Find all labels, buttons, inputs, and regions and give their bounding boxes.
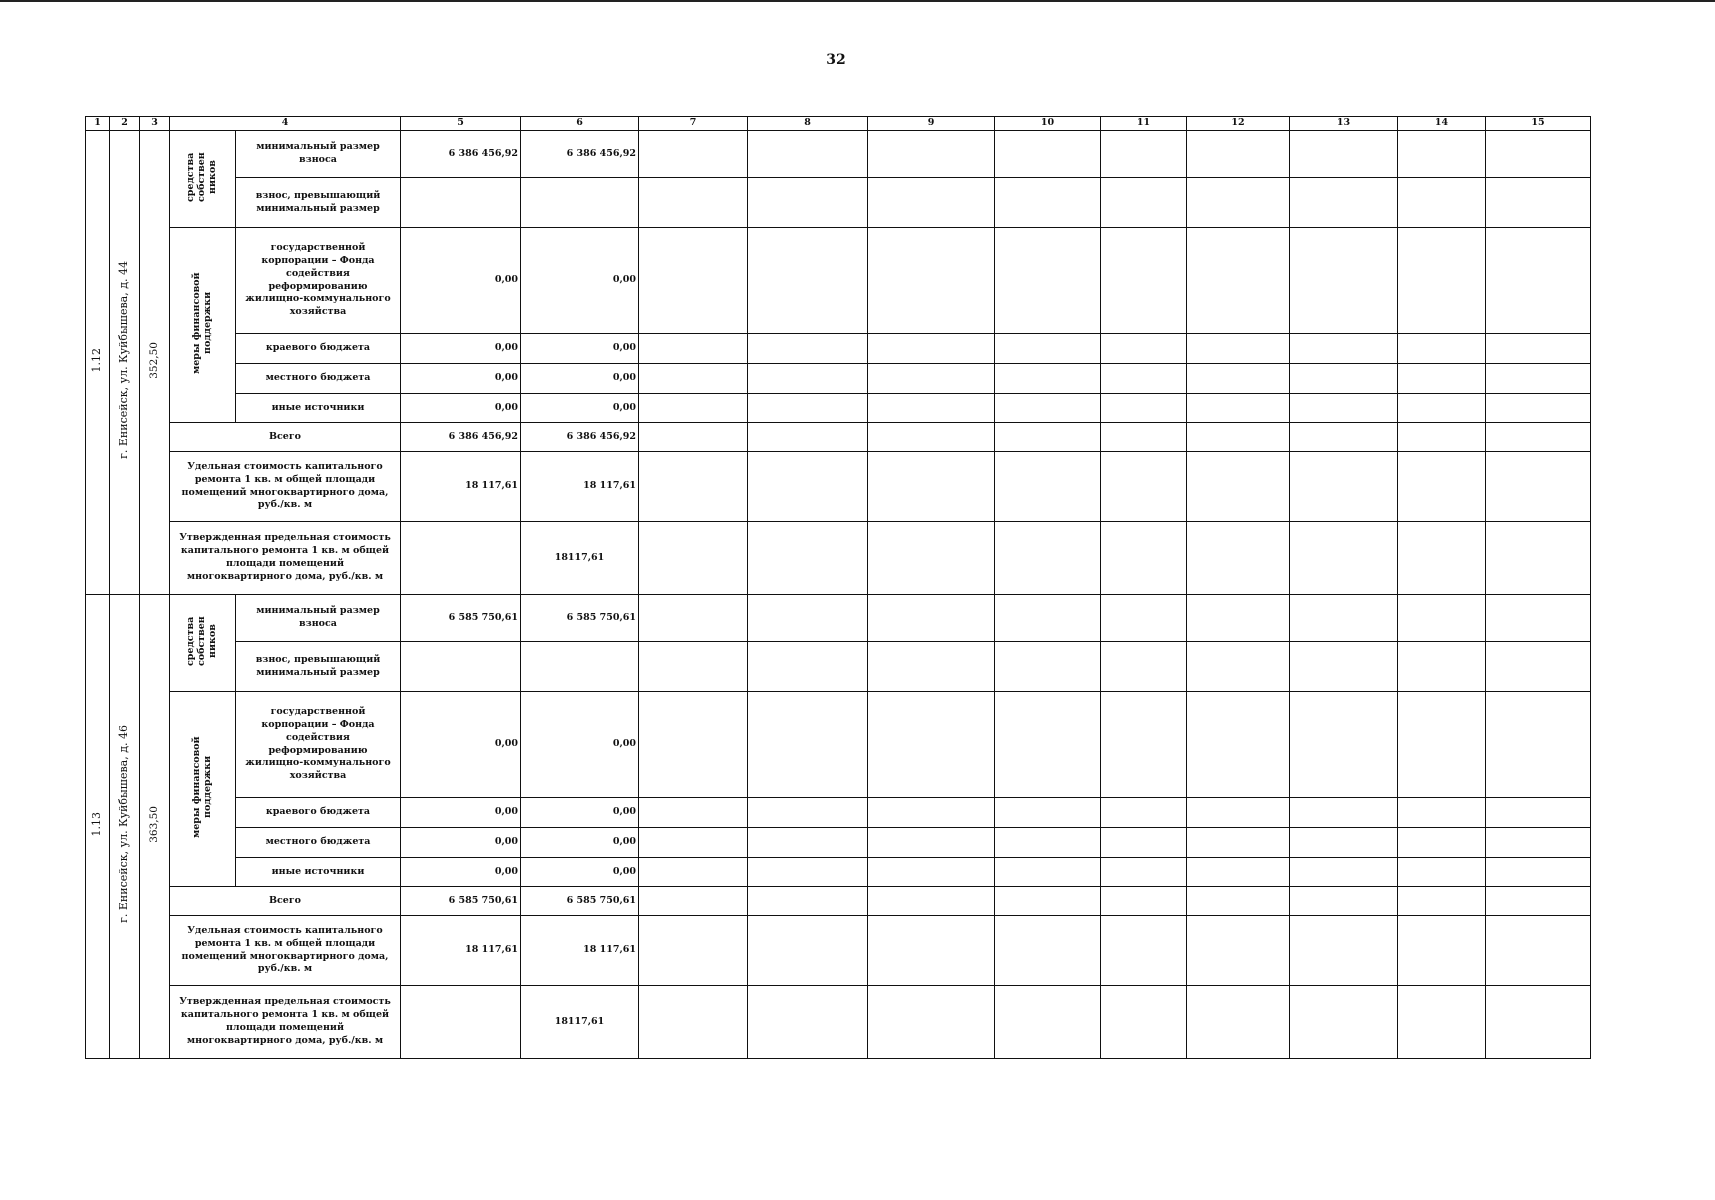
col6-value: 0,00 (521, 334, 639, 364)
empty-cell (1290, 916, 1398, 986)
address-text: г. Енисейск, ул. Куйбышева, д. 46 (117, 725, 131, 924)
empty-cell (1101, 798, 1187, 828)
row-label: Всего (170, 887, 401, 916)
header-cell: 13 (1290, 117, 1398, 131)
table-row (86, 394, 1591, 423)
empty-cell (639, 692, 748, 798)
empty-cell (995, 642, 1101, 692)
col6-value: 18117,61 (521, 986, 639, 1059)
row-label: местного бюджета (236, 828, 401, 858)
row-label: Всего (170, 423, 401, 452)
col5-value: 6 386 456,92 (401, 423, 521, 452)
row-label: иные источники (236, 858, 401, 887)
empty-cell (1290, 595, 1398, 642)
capital-repair-table (85, 116, 1591, 1059)
table-row (86, 131, 1591, 178)
empty-cell (1187, 178, 1290, 228)
empty-cell (1486, 692, 1591, 798)
empty-cell (868, 364, 995, 394)
header-cell: 6 (521, 117, 639, 131)
header-cell: 5 (401, 117, 521, 131)
item-number (86, 595, 110, 1059)
col6-value (521, 178, 639, 228)
empty-cell (995, 131, 1101, 178)
header-cell: 11 (1101, 117, 1187, 131)
empty-cell (1486, 364, 1591, 394)
col5-value: 18 117,61 (401, 916, 521, 986)
empty-cell (1101, 916, 1187, 986)
empty-cell (995, 452, 1101, 522)
empty-cell (1290, 394, 1398, 423)
empty-cell (1101, 642, 1187, 692)
empty-cell (748, 423, 868, 452)
empty-cell (1398, 522, 1486, 595)
row-label: краевого бюджета (236, 334, 401, 364)
col5-value: 0,00 (401, 692, 521, 798)
table-row (86, 692, 1591, 798)
table-row (86, 595, 1591, 642)
empty-cell (1398, 423, 1486, 452)
header-cell: 3 (140, 117, 170, 131)
col6-value: 0,00 (521, 228, 639, 334)
empty-cell (1101, 452, 1187, 522)
empty-cell (1187, 394, 1290, 423)
empty-cell (639, 452, 748, 522)
table-row (86, 364, 1591, 394)
row-label: местного бюджета (236, 364, 401, 394)
table-row (86, 522, 1591, 595)
owners-funds-group-text: средства собствен ников (185, 151, 218, 202)
empty-cell (1290, 228, 1398, 334)
empty-cell (1398, 798, 1486, 828)
empty-cell (1187, 522, 1290, 595)
col5-value (401, 642, 521, 692)
empty-cell (748, 828, 868, 858)
table-row (86, 642, 1591, 692)
empty-cell (639, 828, 748, 858)
financial-support-group-text: меры финансовой поддержки (190, 735, 213, 838)
empty-cell (995, 798, 1101, 828)
empty-cell (868, 394, 995, 423)
table-row (86, 452, 1591, 522)
empty-cell (1187, 364, 1290, 394)
owners-funds-group (170, 131, 236, 228)
table-row (86, 916, 1591, 986)
empty-cell (1398, 642, 1486, 692)
empty-cell (639, 131, 748, 178)
empty-cell (748, 522, 868, 595)
empty-cell (1486, 131, 1591, 178)
empty-cell (1486, 642, 1591, 692)
empty-cell (1486, 887, 1591, 916)
col5-value: 18 117,61 (401, 452, 521, 522)
col5-value: 0,00 (401, 858, 521, 887)
col5-value: 0,00 (401, 228, 521, 334)
empty-cell (1290, 887, 1398, 916)
empty-cell (1398, 452, 1486, 522)
empty-cell (1290, 858, 1398, 887)
col5-value: 6 585 750,61 (401, 595, 521, 642)
empty-cell (1398, 178, 1486, 228)
empty-cell (1101, 334, 1187, 364)
empty-cell (1187, 828, 1290, 858)
empty-cell (1486, 595, 1591, 642)
address-text: г. Енисейск, ул. Куйбышева, д. 44 (117, 261, 131, 460)
empty-cell (868, 334, 995, 364)
empty-cell (639, 423, 748, 452)
empty-cell (1290, 798, 1398, 828)
empty-cell (1290, 522, 1398, 595)
row-label: взнос, превышающий минимальный размер (236, 178, 401, 228)
col6-value: 0,00 (521, 798, 639, 828)
empty-cell (1398, 595, 1486, 642)
row-label: Утвержденная предельная стоимость капитального ремонта 1 кв. м общей площади помещений многоквартирного дома, руб./кв. м (170, 986, 401, 1059)
empty-cell (868, 595, 995, 642)
empty-cell (748, 334, 868, 364)
empty-cell (995, 692, 1101, 798)
empty-cell (995, 858, 1101, 887)
table-row (86, 887, 1591, 916)
empty-cell (1101, 692, 1187, 798)
empty-cell (748, 595, 868, 642)
empty-cell (1187, 131, 1290, 178)
header-cell: 7 (639, 117, 748, 131)
page-number: 32 (826, 52, 846, 68)
empty-cell (1486, 452, 1591, 522)
col6-value: 18 117,61 (521, 916, 639, 986)
empty-cell (1486, 522, 1591, 595)
area-text: 352,50 (148, 341, 161, 379)
owners-funds-group (170, 595, 236, 692)
empty-cell (639, 642, 748, 692)
empty-cell (995, 887, 1101, 916)
empty-cell (868, 522, 995, 595)
empty-cell (1290, 131, 1398, 178)
table-row (86, 858, 1591, 887)
empty-cell (1290, 364, 1398, 394)
col6-value: 6 386 456,92 (521, 423, 639, 452)
empty-cell (1187, 642, 1290, 692)
address (110, 131, 140, 595)
empty-cell (995, 986, 1101, 1059)
empty-cell (748, 178, 868, 228)
empty-cell (748, 986, 868, 1059)
empty-cell (639, 858, 748, 887)
empty-cell (1187, 986, 1290, 1059)
header-cell: 15 (1486, 117, 1591, 131)
empty-cell (1290, 642, 1398, 692)
empty-cell (639, 178, 748, 228)
empty-cell (1398, 916, 1486, 986)
empty-cell (748, 858, 868, 887)
table-row (86, 228, 1591, 334)
col6-value: 0,00 (521, 828, 639, 858)
col6-value: 0,00 (521, 692, 639, 798)
empty-cell (1398, 887, 1486, 916)
col5-value: 6 585 750,61 (401, 887, 521, 916)
empty-cell (1187, 334, 1290, 364)
empty-cell (1486, 423, 1591, 452)
empty-cell (1290, 178, 1398, 228)
empty-cell (1398, 828, 1486, 858)
item-number-text: 1.12 (90, 347, 104, 373)
empty-cell (748, 364, 868, 394)
area (140, 131, 170, 595)
header-cell: 4 (170, 117, 401, 131)
empty-cell (1486, 798, 1591, 828)
col6-value: 18117,61 (521, 522, 639, 595)
empty-cell (1101, 364, 1187, 394)
empty-cell (1187, 858, 1290, 887)
empty-cell (1486, 394, 1591, 423)
empty-cell (995, 394, 1101, 423)
empty-cell (868, 228, 995, 334)
empty-cell (639, 228, 748, 334)
col6-value: 18 117,61 (521, 452, 639, 522)
empty-cell (868, 916, 995, 986)
empty-cell (868, 131, 995, 178)
owners-funds-group-text: средства собствен ников (185, 615, 218, 666)
empty-cell (1290, 692, 1398, 798)
empty-cell (639, 986, 748, 1059)
col6-value: 6 386 456,92 (521, 131, 639, 178)
empty-cell (995, 228, 1101, 334)
empty-cell (868, 986, 995, 1059)
empty-cell (1101, 595, 1187, 642)
empty-cell (1290, 423, 1398, 452)
empty-cell (1187, 423, 1290, 452)
empty-cell (1187, 692, 1290, 798)
header-cell: 1 (86, 117, 110, 131)
col5-value (401, 522, 521, 595)
header-cell: 10 (995, 117, 1101, 131)
col5-value: 0,00 (401, 798, 521, 828)
empty-cell (1486, 986, 1591, 1059)
header-cell: 14 (1398, 117, 1486, 131)
row-label: минимальный размер взноса (236, 595, 401, 642)
table-row (86, 334, 1591, 364)
header-cell: 2 (110, 117, 140, 131)
table-row (86, 986, 1591, 1059)
empty-cell (1398, 228, 1486, 334)
row-label: Утвержденная предельная стоимость капитального ремонта 1 кв. м общей площади помещений многоквартирного дома, руб./кв. м (170, 522, 401, 595)
header-row (86, 117, 1591, 131)
area-text: 363,50 (148, 805, 161, 843)
empty-cell (1398, 394, 1486, 423)
empty-cell (1101, 131, 1187, 178)
financial-support-group-text: меры финансовой поддержки (190, 271, 213, 374)
row-label: иные источники (236, 394, 401, 423)
row-label: взнос, превышающий минимальный размер (236, 642, 401, 692)
col6-value (521, 642, 639, 692)
empty-cell (748, 916, 868, 986)
empty-cell (639, 364, 748, 394)
empty-cell (1290, 452, 1398, 522)
col5-value: 0,00 (401, 364, 521, 394)
col5-value: 6 386 456,92 (401, 131, 521, 178)
empty-cell (748, 131, 868, 178)
row-label: Удельная стоимость капитального ремонта 1 кв. м общей площади помещений многоквартирного дома, руб./кв. м (170, 452, 401, 522)
empty-cell (1486, 828, 1591, 858)
empty-cell (748, 798, 868, 828)
col5-value: 0,00 (401, 334, 521, 364)
empty-cell (639, 522, 748, 595)
empty-cell (1290, 334, 1398, 364)
col5-value (401, 178, 521, 228)
empty-cell (868, 178, 995, 228)
empty-cell (868, 798, 995, 828)
empty-cell (1187, 887, 1290, 916)
empty-cell (1187, 595, 1290, 642)
financial-support-group (170, 228, 236, 423)
empty-cell (1187, 228, 1290, 334)
header-cell: 8 (748, 117, 868, 131)
empty-cell (639, 595, 748, 642)
area (140, 595, 170, 1059)
table-row (86, 423, 1591, 452)
item-number (86, 131, 110, 595)
col6-value: 0,00 (521, 394, 639, 423)
empty-cell (1187, 916, 1290, 986)
empty-cell (995, 828, 1101, 858)
empty-cell (1486, 228, 1591, 334)
empty-cell (1101, 986, 1187, 1059)
empty-cell (748, 452, 868, 522)
col5-value: 0,00 (401, 394, 521, 423)
empty-cell (868, 642, 995, 692)
empty-cell (1101, 228, 1187, 334)
empty-cell (1486, 334, 1591, 364)
col6-value: 0,00 (521, 364, 639, 394)
empty-cell (1101, 858, 1187, 887)
empty-cell (1290, 986, 1398, 1059)
empty-cell (639, 798, 748, 828)
col6-value: 6 585 750,61 (521, 595, 639, 642)
empty-cell (1187, 798, 1290, 828)
empty-cell (868, 692, 995, 798)
empty-cell (639, 887, 748, 916)
header-cell: 12 (1187, 117, 1290, 131)
empty-cell (1101, 423, 1187, 452)
row-label: Удельная стоимость капитального ремонта 1 кв. м общей площади помещений многоквартирного дома, руб./кв. м (170, 916, 401, 986)
header-cell: 9 (868, 117, 995, 131)
empty-cell (748, 692, 868, 798)
empty-cell (1101, 522, 1187, 595)
empty-cell (1101, 178, 1187, 228)
empty-cell (1398, 692, 1486, 798)
top-border-line (0, 0, 1715, 2)
empty-cell (639, 334, 748, 364)
empty-cell (995, 916, 1101, 986)
empty-cell (995, 423, 1101, 452)
empty-cell (868, 452, 995, 522)
empty-cell (639, 916, 748, 986)
empty-cell (748, 228, 868, 334)
empty-cell (1398, 334, 1486, 364)
col5-value (401, 986, 521, 1059)
row-label: краевого бюджета (236, 798, 401, 828)
table-row (86, 828, 1591, 858)
empty-cell (1486, 178, 1591, 228)
empty-cell (1290, 828, 1398, 858)
table-row (86, 798, 1591, 828)
row-label: государственной корпорации – Фонда содействия реформированию жилищно-коммунального хозяйства (236, 692, 401, 798)
empty-cell (748, 887, 868, 916)
empty-cell (995, 334, 1101, 364)
empty-cell (1486, 916, 1591, 986)
empty-cell (995, 595, 1101, 642)
item-number-text: 1.13 (90, 811, 104, 837)
empty-cell (748, 642, 868, 692)
empty-cell (995, 178, 1101, 228)
col6-value: 6 585 750,61 (521, 887, 639, 916)
address (110, 595, 140, 1059)
col5-value: 0,00 (401, 828, 521, 858)
empty-cell (1187, 452, 1290, 522)
empty-cell (868, 858, 995, 887)
empty-cell (1398, 131, 1486, 178)
empty-cell (995, 522, 1101, 595)
row-label: государственной корпорации – Фонда содействия реформированию жилищно-коммунального хозяйства (236, 228, 401, 334)
empty-cell (1101, 828, 1187, 858)
empty-cell (868, 828, 995, 858)
table-row (86, 178, 1591, 228)
financial-support-group (170, 692, 236, 887)
empty-cell (639, 394, 748, 423)
empty-cell (995, 364, 1101, 394)
empty-cell (1101, 394, 1187, 423)
empty-cell (868, 423, 995, 452)
empty-cell (1398, 986, 1486, 1059)
row-label: минимальный размер взноса (236, 131, 401, 178)
empty-cell (868, 887, 995, 916)
empty-cell (1101, 887, 1187, 916)
empty-cell (748, 394, 868, 423)
empty-cell (1398, 364, 1486, 394)
empty-cell (1486, 858, 1591, 887)
col6-value: 0,00 (521, 858, 639, 887)
empty-cell (1398, 858, 1486, 887)
